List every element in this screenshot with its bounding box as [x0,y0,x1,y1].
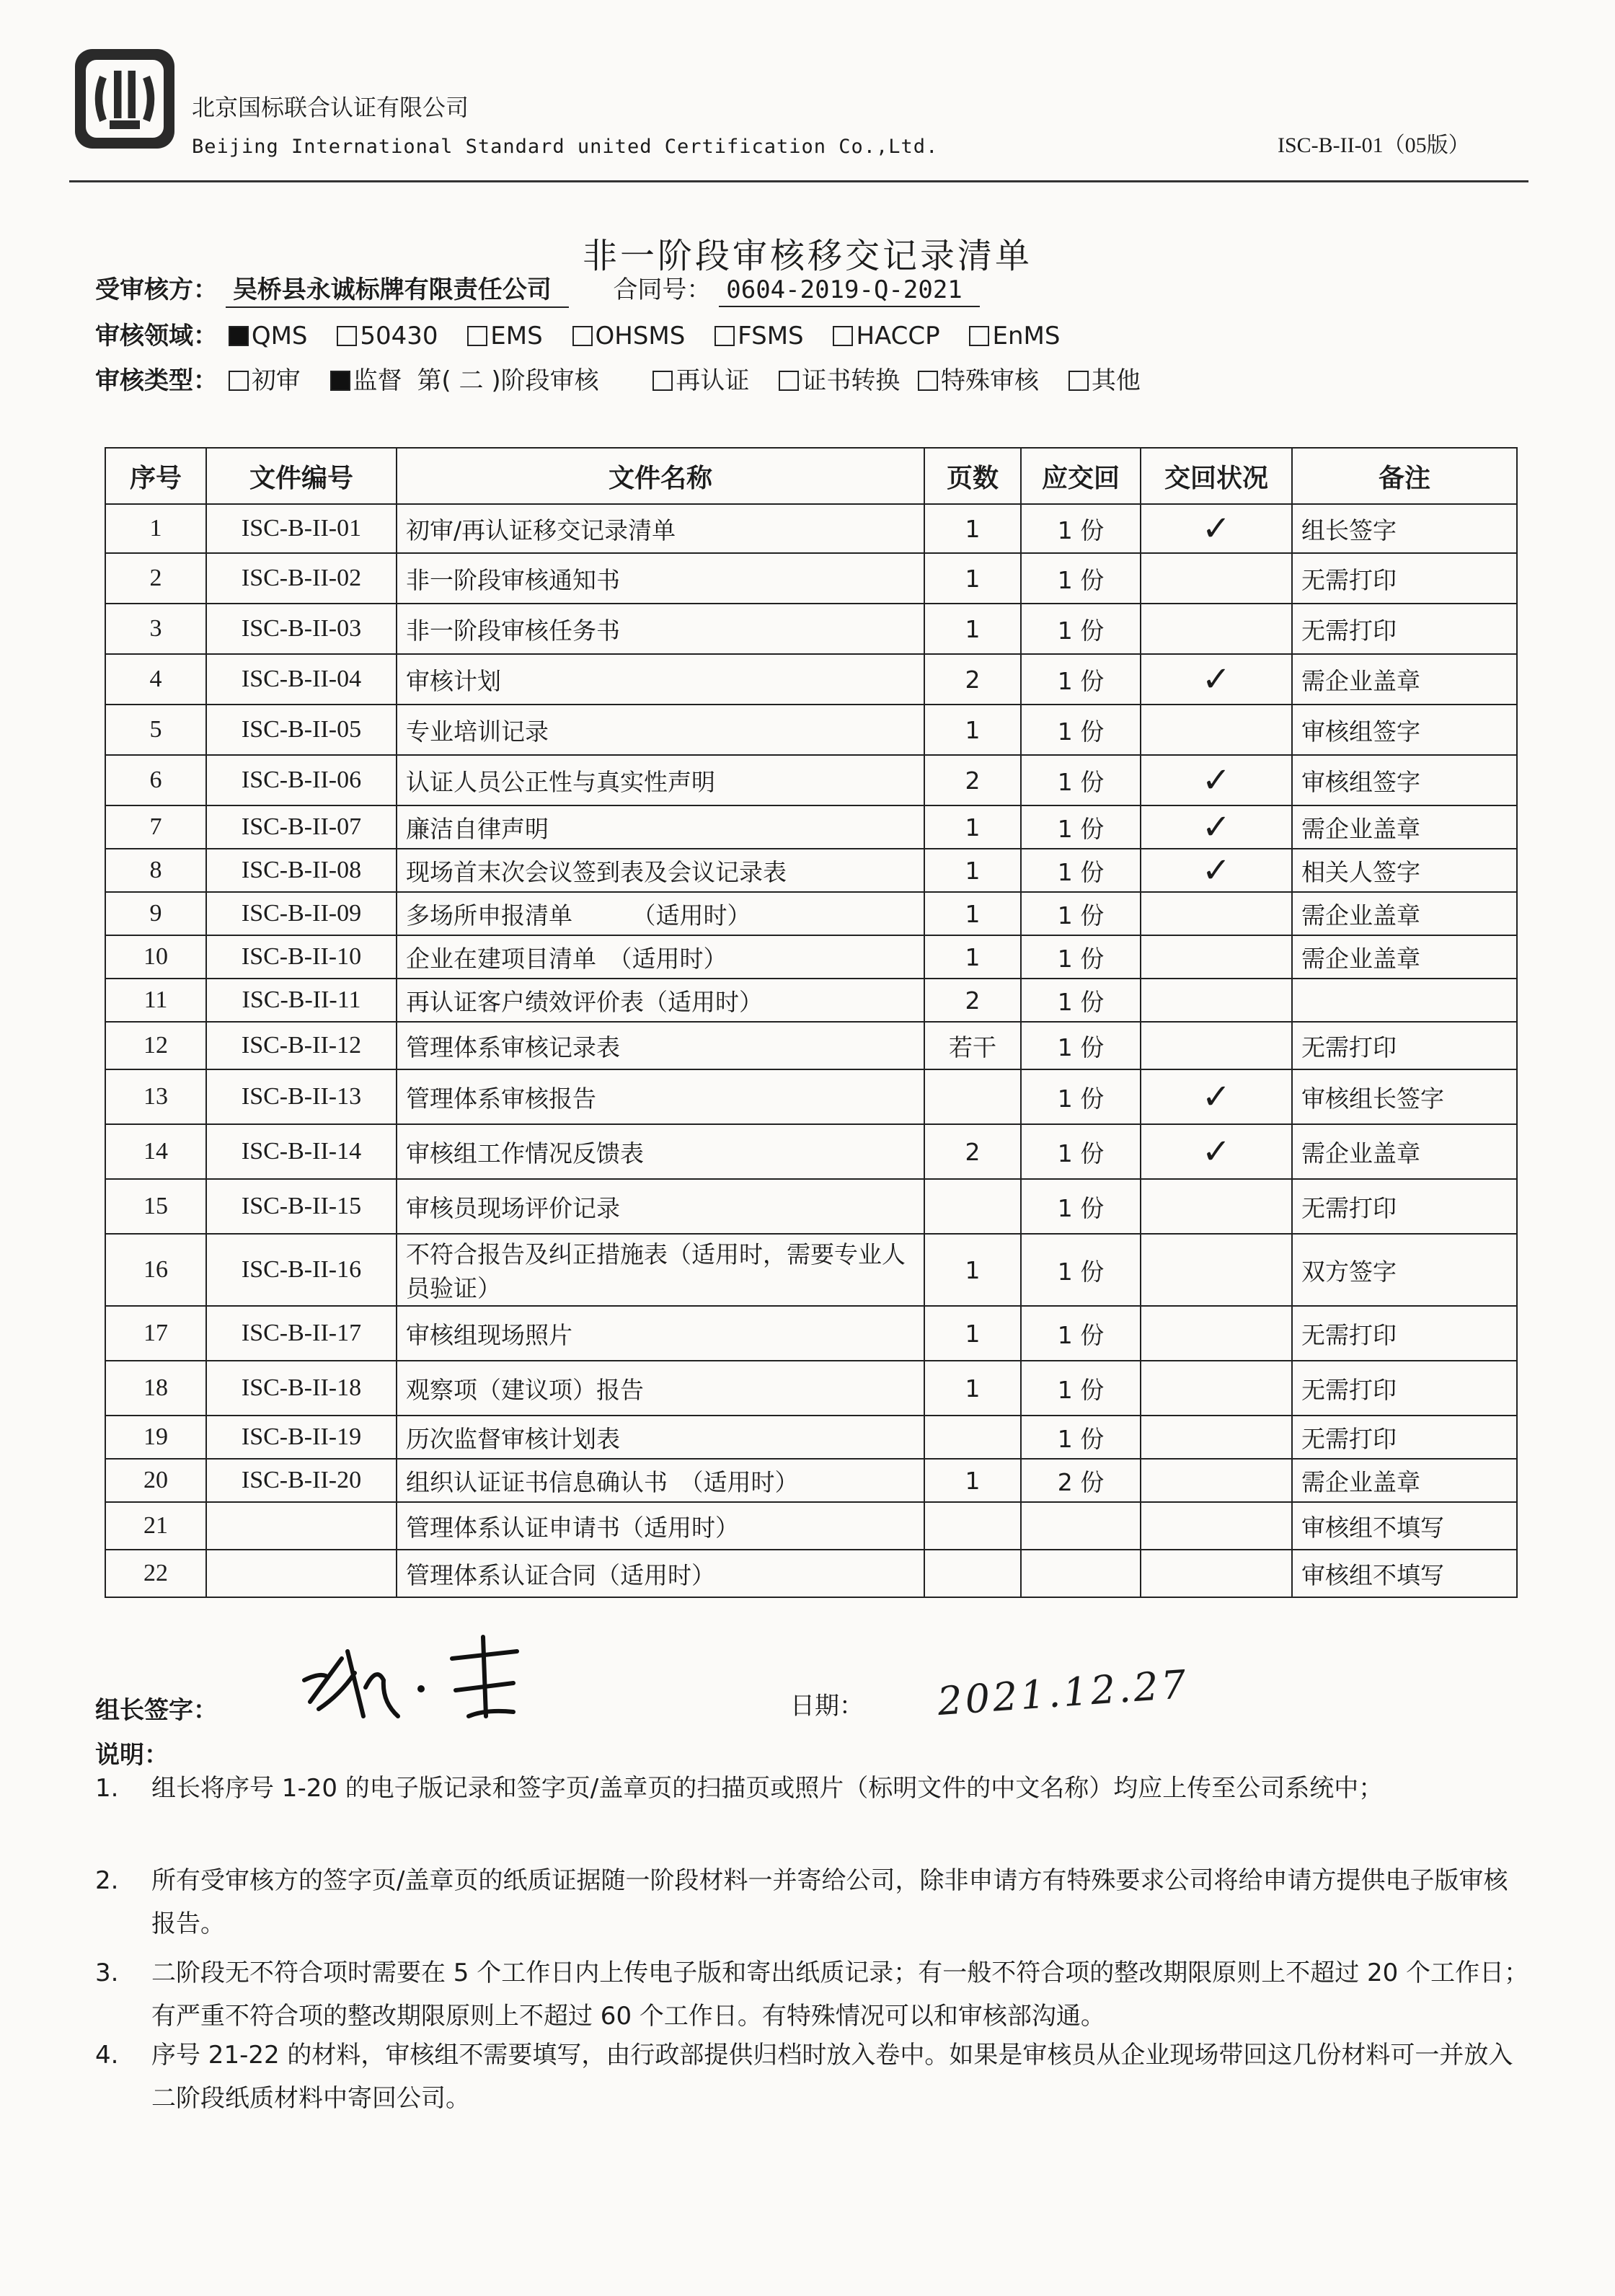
checkmark-icon: ✓ [1201,508,1231,549]
cell-no: 11 [105,979,206,1022]
table-row [105,805,1517,849]
company-name-en: Beijing International Standard united Certification Co.,Ltd. [192,136,939,158]
checkmark-icon: ✓ [1201,1077,1231,1117]
cell-returned [1141,1069,1292,1124]
table-row [105,553,1517,604]
cell-copies: 1 份 [1021,1306,1141,1361]
company-name-cn: 北京国标联合认证有限公司 [192,94,469,121]
cell-returned [1141,504,1292,553]
cell-code: ISC-B-II-03 [206,604,397,654]
cell-code: ISC-B-II-14 [206,1124,397,1179]
cell-no: 4 [105,654,206,705]
checkbox-icon [467,326,487,346]
cell-code: ISC-B-II-17 [206,1306,397,1361]
cell-pages [924,1179,1021,1234]
date-handwritten: 2021.12.27 [936,1661,1190,1725]
cell-no: 13 [105,1069,206,1124]
table-row [105,1459,1517,1502]
cell-copies: 1 份 [1021,755,1141,805]
auditee-value: 吴桥县永诚标牌有限责任公司 [226,270,569,308]
auditee-label: 受审核方： [95,275,218,304]
audit-type-label: 审核类型： [95,366,218,395]
cell-name: 观察项（建议项）报告 [397,1361,924,1416]
cell-returned [1141,1234,1292,1306]
cell-name: 审核员现场评价记录 [397,1179,924,1234]
cell-copies: 1 份 [1021,849,1141,892]
audit-type-stage: 第( 二 )阶段审核 [417,366,599,395]
cell-note: 需企业盖章 [1292,805,1517,849]
cell-pages: 1 [924,849,1021,892]
audit-field-enms: EnMS [966,322,1060,350]
cell-pages [924,1416,1021,1459]
audit-field-haccp: HACCP [830,322,939,350]
cell-name: 管理体系审核记录表 [397,1022,924,1069]
cell-code: ISC-B-II-15 [206,1179,397,1234]
auditee-line [95,270,980,308]
cell-copies: 1 份 [1021,654,1141,705]
leader-signature [297,1630,535,1745]
cell-name: 审核组工作情况反馈表 [397,1124,924,1179]
cell-copies: 1 份 [1021,1179,1141,1234]
table-row [105,604,1517,654]
cell-name: 再认证客户绩效评价表（适用时） [397,979,924,1022]
note-item: 2. 所有受审核方的签字页/盖章页的纸质证据随一阶段材料一并寄给公司，除非申请方有特殊要求公司将给申请方提供电子版审核报告。 [95,1866,1508,1938]
table-row [105,1234,1517,1306]
audit-type-transfer: 证书转换 [776,366,900,395]
cell-note: 审核组签字 [1292,755,1517,805]
cell-name: 非一阶段审核任务书 [397,604,924,654]
table-row [105,979,1517,1022]
checkmark-icon: ✓ [1201,850,1231,891]
cell-note: 需企业盖章 [1292,935,1517,979]
leader-signature-label: 组长签字： [95,1696,218,1725]
checkbox-icon [229,371,249,391]
cell-note: 需企业盖章 [1292,1124,1517,1179]
note-item: 1. 组长将序号 1-20 的电子版记录和签字页/盖章页的扫描页或照片（标明文件的中文名称）均应上传至公司系统中； [95,1774,1384,1803]
cell-no: 15 [105,1179,206,1234]
cell-name: 管理体系审核报告 [397,1069,924,1124]
cell-copies: 1 份 [1021,553,1141,604]
cell-name: 审核计划 [397,654,924,705]
audit-type-initial: 初审 [226,366,301,395]
cell-note [1292,979,1517,1022]
cell-code: ISC-B-II-20 [206,1459,397,1502]
cell-copies: 1 份 [1021,935,1141,979]
cell-no: 1 [105,504,206,553]
checkmark-icon: ✓ [1201,1131,1231,1172]
cell-no: 19 [105,1416,206,1459]
cell-no: 10 [105,935,206,979]
cell-copies: 1 份 [1021,604,1141,654]
checkmark-icon: ✓ [1201,760,1231,800]
table-row [105,892,1517,935]
cell-pages: 2 [924,979,1021,1022]
header-note: 备注 [1292,448,1517,504]
cell-pages: 1 [924,892,1021,935]
header-no: 序号 [105,448,206,504]
checkbox-icon [1068,371,1089,391]
cell-copies: 1 份 [1021,1234,1141,1306]
cell-name: 专业培训记录 [397,705,924,755]
cell-returned [1141,553,1292,604]
cell-pages: 1 [924,1459,1021,1502]
cell-copies: 1 份 [1021,705,1141,755]
notes-heading: 说明： [95,1741,169,1770]
cell-no: 12 [105,1022,206,1069]
cell-name: 企业在建项目清单 （适用时） [397,935,924,979]
checkbox-icon [779,371,799,391]
cell-name: 认证人员公正性与真实性声明 [397,755,924,805]
cell-returned [1141,805,1292,849]
cell-pages: 1 [924,604,1021,654]
cell-returned [1141,1179,1292,1234]
checkbox-checked-icon [229,326,249,346]
audit-field-ohsms: OHSMS [570,322,686,350]
header-name: 文件名称 [397,448,924,504]
cell-note: 无需打印 [1292,1179,1517,1234]
cell-code: ISC-B-II-07 [206,805,397,849]
cell-name: 管理体系认证申请书（适用时） [397,1502,924,1550]
cell-copies: 1 份 [1021,1069,1141,1124]
cell-note: 无需打印 [1292,1416,1517,1459]
cell-returned [1141,755,1292,805]
cell-code [206,1550,397,1597]
cell-name: 历次监督审核计划表 [397,1416,924,1459]
checkbox-icon [833,326,853,346]
audit-field-50430: 50430 [334,322,438,350]
cell-note: 审核组签字 [1292,705,1517,755]
cell-no: 21 [105,1502,206,1550]
cell-no: 2 [105,553,206,604]
cell-pages: 1 [924,553,1021,604]
audit-type-recert: 再认证 [650,366,749,395]
cell-no: 18 [105,1361,206,1416]
cell-note: 审核组不填写 [1292,1550,1517,1597]
cell-name: 多场所申报清单 （适用时） [397,892,924,935]
cell-returned [1141,654,1292,705]
cell-pages: 1 [924,935,1021,979]
cell-code: ISC-B-II-18 [206,1361,397,1416]
cell-returned [1141,1306,1292,1361]
cell-pages [924,1550,1021,1597]
audit-field-label: 审核领域： [95,322,218,350]
audit-type-other: 其他 [1066,366,1141,395]
cell-code: ISC-B-II-08 [206,849,397,892]
cell-pages: 1 [924,504,1021,553]
cell-note: 相关人签字 [1292,849,1517,892]
cell-pages: 2 [924,654,1021,705]
cell-code: ISC-B-II-06 [206,755,397,805]
cell-code: ISC-B-II-10 [206,935,397,979]
cell-no: 9 [105,892,206,935]
cell-name: 不符合报告及纠正措施表（适用时，需要专业人员验证） [397,1234,924,1306]
table-row [105,1361,1517,1416]
cell-copies [1021,1550,1141,1597]
audit-field-qms: QMS [226,322,308,350]
cell-no: 22 [105,1550,206,1597]
cell-returned [1141,1022,1292,1069]
cell-name: 审核组现场照片 [397,1306,924,1361]
cell-returned [1141,1459,1292,1502]
contract-value: 0604-2019-Q-2021 [719,275,980,307]
header-returned: 交回状况 [1141,448,1292,504]
cell-code: ISC-B-II-19 [206,1416,397,1459]
cell-name: 管理体系认证合同（适用时） [397,1550,924,1597]
cell-returned [1141,1502,1292,1550]
cell-copies: 2 份 [1021,1459,1141,1502]
cell-copies: 1 份 [1021,1361,1141,1416]
table-header-row [105,448,1517,504]
cell-returned [1141,1361,1292,1416]
cell-code: ISC-B-II-11 [206,979,397,1022]
checkbox-icon [714,326,735,346]
cell-note: 需企业盖章 [1292,654,1517,705]
header-copies: 应交回 [1021,448,1141,504]
table-row [105,1124,1517,1179]
audit-type-line [95,361,1159,396]
form-code: ISC-B-II-01（05版） [1278,133,1470,157]
date-label: 日期： [790,1692,864,1721]
checkbox-icon [572,326,593,346]
cell-copies: 1 份 [1021,1124,1141,1179]
table-row [105,504,1517,553]
cell-note: 需企业盖章 [1292,1459,1517,1502]
cell-pages: 若干 [924,1022,1021,1069]
table-row [105,1416,1517,1459]
table-row [105,1502,1517,1550]
cell-copies: 1 份 [1021,892,1141,935]
checkmark-icon: ✓ [1201,807,1231,847]
cell-pages [924,1502,1021,1550]
records-body [105,504,1517,1597]
cell-no: 7 [105,805,206,849]
cell-no: 16 [105,1234,206,1306]
cell-copies: 1 份 [1021,1022,1141,1069]
cell-code: ISC-B-II-04 [206,654,397,705]
cell-copies: 1 份 [1021,1416,1141,1459]
cell-name: 廉洁自律声明 [397,805,924,849]
cell-pages [924,1069,1021,1124]
contract-label: 合同号： [613,275,712,304]
cell-copies: 1 份 [1021,504,1141,553]
table-row [105,1179,1517,1234]
table-row [105,1550,1517,1597]
audit-type-surveillance: 监督 [327,366,402,395]
cell-note: 无需打印 [1292,1022,1517,1069]
cell-no: 20 [105,1459,206,1502]
cell-code: ISC-B-II-01 [206,504,397,553]
table-row [105,654,1517,705]
cell-name: 初审/再认证移交记录清单 [397,504,924,553]
cell-note: 无需打印 [1292,553,1517,604]
header-divider [69,180,1528,182]
cell-no: 17 [105,1306,206,1361]
cell-copies: 1 份 [1021,805,1141,849]
cell-pages: 1 [924,1234,1021,1306]
cell-name: 组织认证证书信息确认书 （适用时） [397,1459,924,1502]
cell-note: 需企业盖章 [1292,892,1517,935]
header-code: 文件编号 [206,448,397,504]
cell-code: ISC-B-II-16 [206,1234,397,1306]
cell-code: ISC-B-II-05 [206,705,397,755]
checkbox-icon [918,371,938,391]
cell-no: 5 [105,705,206,755]
cell-code: ISC-B-II-09 [206,892,397,935]
records-table [105,447,1518,1598]
checkmark-icon: ✓ [1201,659,1231,699]
cell-returned [1141,979,1292,1022]
cell-copies: 1 份 [1021,979,1141,1022]
audit-field-ems: EMS [464,322,542,350]
cell-name: 现场首末次会议签到表及会议记录表 [397,849,924,892]
cell-note: 审核组不填写 [1292,1502,1517,1550]
audit-field-fsms: FSMS [712,322,803,350]
note-item: 4. 序号 21-22 的材料，审核组不需要填写，由行政部提供归档时放入卷中。如果是审核员从企业现场带回这几份材料可一并放入二阶段纸质材料中寄回公司。 [95,2041,1513,2113]
cell-code: ISC-B-II-13 [206,1069,397,1124]
cell-returned [1141,1124,1292,1179]
cell-returned [1141,604,1292,654]
company-logo [71,45,179,153]
table-row [105,705,1517,755]
cell-code: ISC-B-II-02 [206,553,397,604]
cell-copies [1021,1502,1141,1550]
cell-no: 8 [105,849,206,892]
cell-pages: 1 [924,1361,1021,1416]
table-row [105,935,1517,979]
cell-returned [1141,892,1292,935]
cell-no: 6 [105,755,206,805]
table-row [105,1306,1517,1361]
cell-returned [1141,705,1292,755]
cell-note: 无需打印 [1292,1306,1517,1361]
cell-no: 14 [105,1124,206,1179]
cell-pages: 1 [924,805,1021,849]
document-title: 非一阶段审核移交记录清单 [582,236,1032,276]
cell-returned [1141,1550,1292,1597]
checkbox-checked-icon [330,371,350,391]
table-row [105,849,1517,892]
cell-note: 双方签字 [1292,1234,1517,1306]
cell-note: 无需打印 [1292,604,1517,654]
cell-pages: 1 [924,1306,1021,1361]
cell-code: ISC-B-II-12 [206,1022,397,1069]
cell-returned [1141,1416,1292,1459]
table-row [105,1022,1517,1069]
cell-returned [1141,849,1292,892]
checkbox-icon [969,326,989,346]
cell-note: 审核组长签字 [1292,1069,1517,1124]
cell-pages: 1 [924,705,1021,755]
audit-field-line [95,316,1079,351]
note-item: 3. 二阶段无不符合项时需要在 5 个工作日内上传电子版和寄出纸质记录；有一般不符合项的整改期限原则上不超过 20 个工作日；有严重不符合项的整改期限原则上不超过 60 个工作日。有特殊情况可以和审核部沟通。 [95,1959,1529,2031]
cell-name: 非一阶段审核通知书 [397,553,924,604]
table-row [105,1069,1517,1124]
cell-pages: 2 [924,755,1021,805]
header-pages: 页数 [924,448,1021,504]
cell-note: 无需打印 [1292,1361,1517,1416]
table-row [105,755,1517,805]
cell-no: 3 [105,604,206,654]
audit-type-special: 特殊审核 [915,366,1039,395]
cell-pages: 2 [924,1124,1021,1179]
cell-note: 组长签字 [1292,504,1517,553]
checkbox-icon [652,371,673,391]
cell-returned [1141,935,1292,979]
cell-code [206,1502,397,1550]
checkbox-icon [337,326,357,346]
